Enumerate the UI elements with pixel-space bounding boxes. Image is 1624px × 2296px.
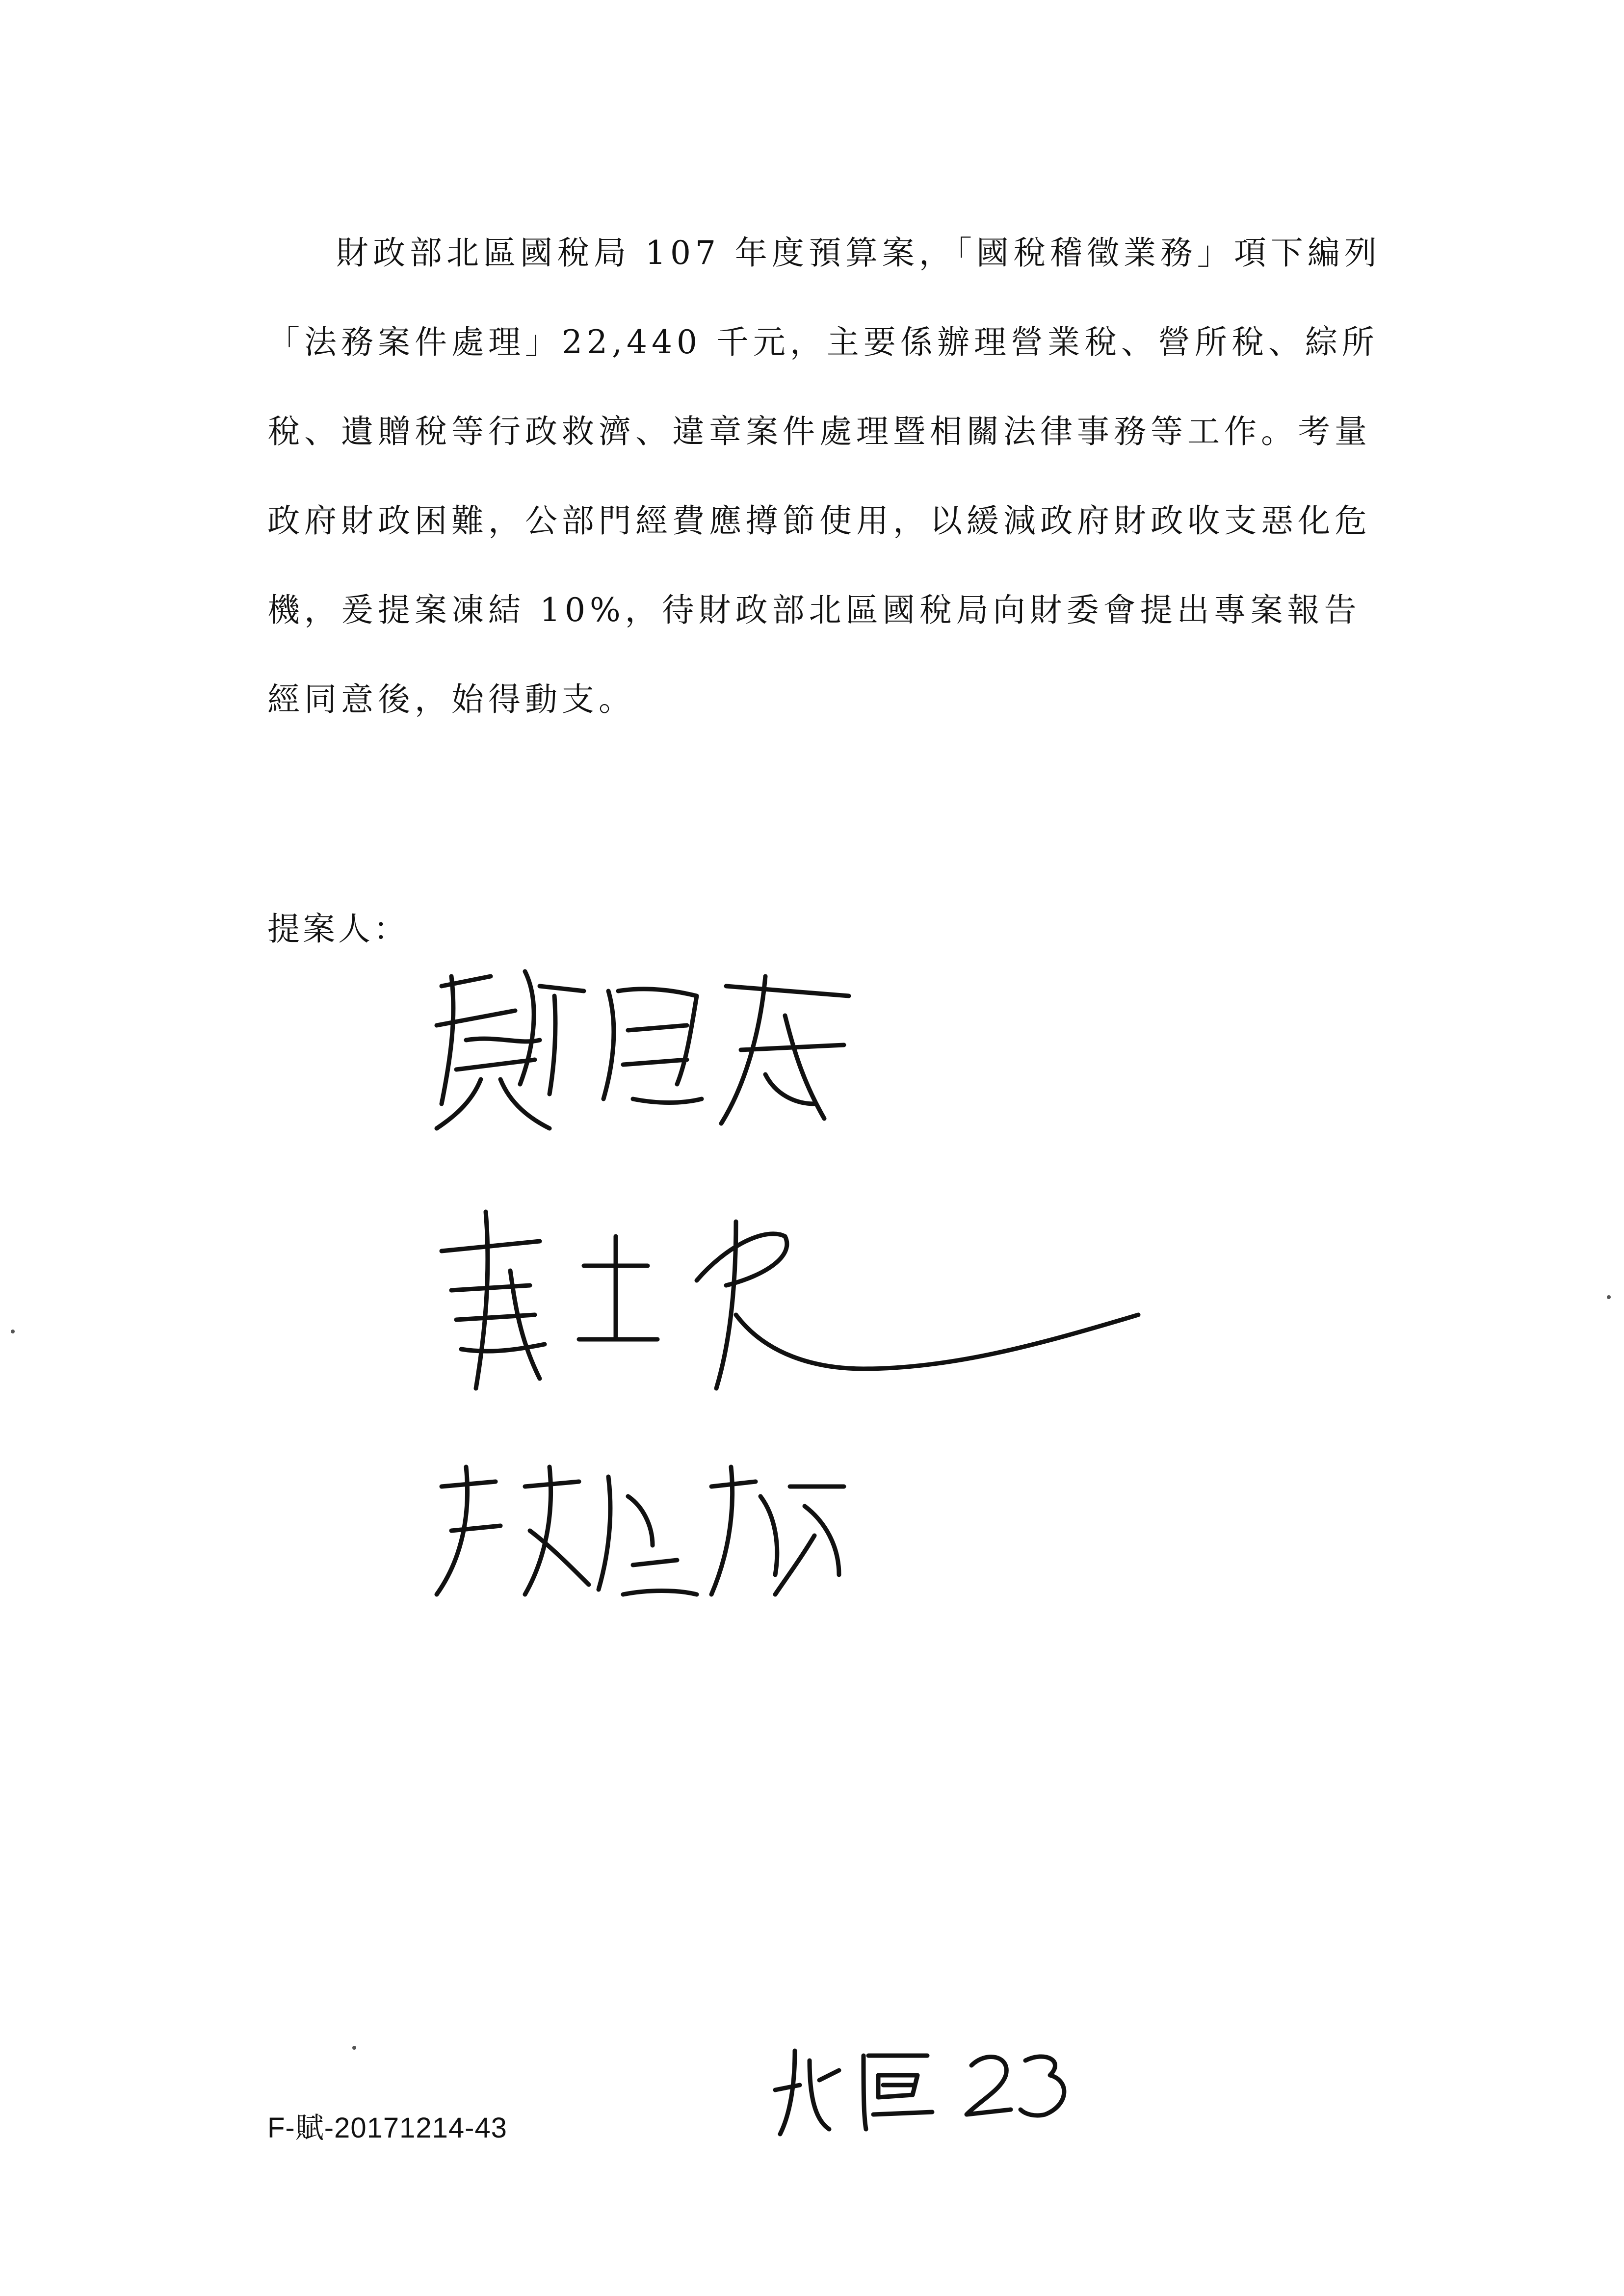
paragraph-line: 經同意後，始得動支。 (267, 680, 635, 718)
handwritten-note (765, 2031, 1070, 2144)
paragraph-line: 稅、遺贈稅等行政救濟、違章案件處理暨相關法律事務等工作。考量 (267, 413, 1371, 450)
proposer-label: 提案人： (267, 910, 409, 948)
paragraph-line: 「法務案件處理」22,440 千元，主要係辦理營業稅、營所稅、綜所 (267, 323, 1379, 361)
signature-3 (422, 1447, 854, 1604)
margin-mark (11, 1330, 15, 1333)
margin-mark (352, 2046, 356, 2050)
paragraph-line: 政府財政困難，公部門經費應撙節使用，以緩減政府財政收支惡化危 (267, 502, 1371, 540)
paragraph-line: 機，爰提案凍結 10%，待財政部北區國稅局向財委會提出專案報告 (267, 591, 1361, 629)
signature-1 (422, 957, 873, 1143)
signature-2 (422, 1192, 1148, 1408)
paragraph-line: 財政部北區國稅局 107 年度預算案，「國稅稽徵業務」項下編列 (336, 234, 1381, 272)
margin-mark (1607, 1295, 1611, 1299)
document-code: F-賦-20171214-43 (267, 2112, 507, 2144)
proposal-paragraph (267, 209, 1420, 744)
